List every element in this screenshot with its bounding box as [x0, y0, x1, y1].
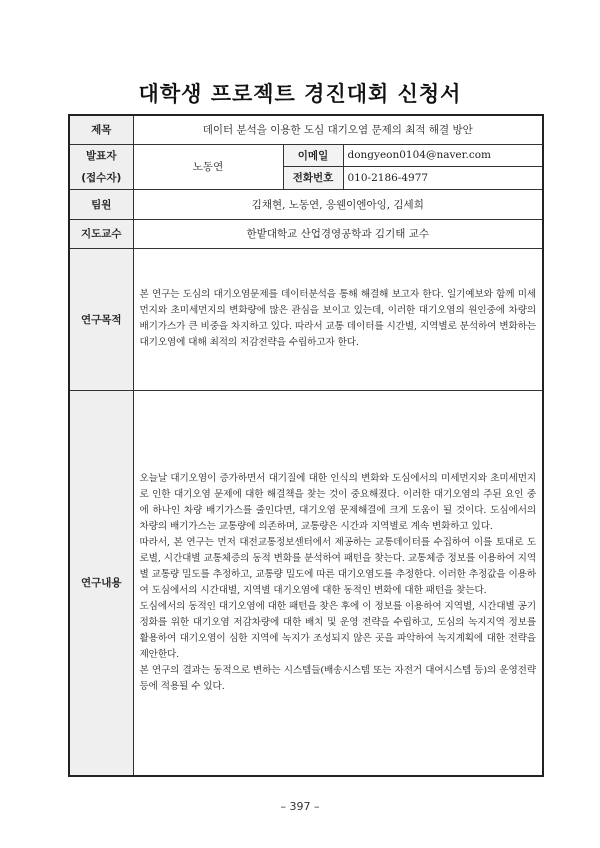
page-number: – 397 – [280, 800, 320, 813]
purpose-text: 본 연구는 도심의 대기오염문제를 데이터분석을 통해 해결해 보고자 한다. 일기예보와 함께 미세먼지와 초미세먼지의 변화량에 많은 관심을 보이고 있는데, 이러한 대기오염의 원인중에 차량의 배기가스가 큰 비중을 차지하고 있다. 따라서 교통 데이터를 시간별, 지역별로 분석하여 변화하는 대기오염에 대해 최적의 저감전략을 수립하고자 한다. [139, 289, 537, 348]
team-label: 팀원 [69, 189, 133, 219]
content-row [69, 390, 543, 776]
advisor-label: 지도교수 [69, 219, 133, 248]
subject-label: 제목 [69, 115, 133, 144]
application-form-table [68, 114, 544, 777]
purpose-content [133, 248, 543, 390]
email-label: 이메일 [283, 144, 343, 167]
purpose-row [69, 248, 543, 390]
subject-row [69, 115, 543, 144]
content-paragraph: 오늘날 대기오염이 증가하면서 대기질에 대한 인식의 변화와 도심에서의 미세먼지와 초미세먼지로 인한 대기오염 문제에 대한 해결책을 찾는 것이 중요해졌다. 이러한 대기오염의 주된 요인 중에 하나인 차량 배기가스를 줄인다면, 대기오염 문제해결에 크게 도움이 될 것이다. 도심에서의 차량의 배기가스는 교통량에 의존하며, 교통량은 시간과 지역별로 계속 변화하고 있다. [139, 472, 537, 532]
content-paragraph: 따라서, 본 연구는 먼저 대전교통정보센터에서 제공하는 교통데이터를 수집하여 이를 토대로 도로별, 시간대별 교통체증의 동적 변화를 분석하여 패턴을 찾는다. 교통체증 정보를 이용하여 지역별 교통량 밀도를 추정하고, 교통량 밀도에 따른 대기오염도를 추정한다. 이러한 추정값을 이용하여 도심에서의 시간대별, 지역별 대기오염에 대한 동적인 변화에 대한 패턴을 찾는다. [139, 536, 537, 596]
subject-value: 데이터 분석을 이용한 도심 대기오염 문제의 최적 해결 방안 [133, 115, 543, 144]
phone-value: 010-2186-4977 [343, 167, 543, 190]
content-paragraph: 본 연구의 결과는 동적으로 변하는 시스템들(배송시스템 또는 자전거 대여시스템 등)의 운영전략 등에 적용될 수 있다. [139, 664, 537, 692]
content-label: 연구내용 [69, 390, 133, 776]
content-body [133, 390, 543, 776]
document-title: 대학생 프로젝트 경진대회 신청서 [138, 82, 462, 106]
presenter-label [69, 144, 133, 189]
email-value: dongyeon0104@naver.com [343, 144, 543, 167]
presenter-name: 노동연 [133, 144, 283, 189]
team-value: 김채현, 노동연, 응웬이엔아잉, 김세희 [133, 189, 543, 219]
content-paragraph: 도심에서의 동적인 대기오염에 대한 패턴을 찾은 후에 이 정보를 이용하여 지역별, 시간대별 공기정화를 위한 대기오염 저감차량에 대한 배치 및 운영 전략을 수립하고, 도심의 녹지지역 정보를 활용하여 대기오염이 심한 지역에 녹지가 조성되지 않은 곳을 파악하여 녹지계획에 대한 전략을 제안한다. [139, 600, 537, 660]
presenter-label-line1: 발표자 [86, 149, 117, 162]
phone-label: 전화번호 [283, 167, 343, 190]
advisor-row [69, 219, 543, 248]
team-row [69, 189, 543, 219]
advisor-value: 한밭대학교 산업경영공학과 김기태 교수 [133, 219, 543, 248]
purpose-label: 연구목적 [69, 248, 133, 390]
presenter-label-line2: (접수자) [81, 171, 122, 184]
presenter-row-email [69, 144, 543, 167]
